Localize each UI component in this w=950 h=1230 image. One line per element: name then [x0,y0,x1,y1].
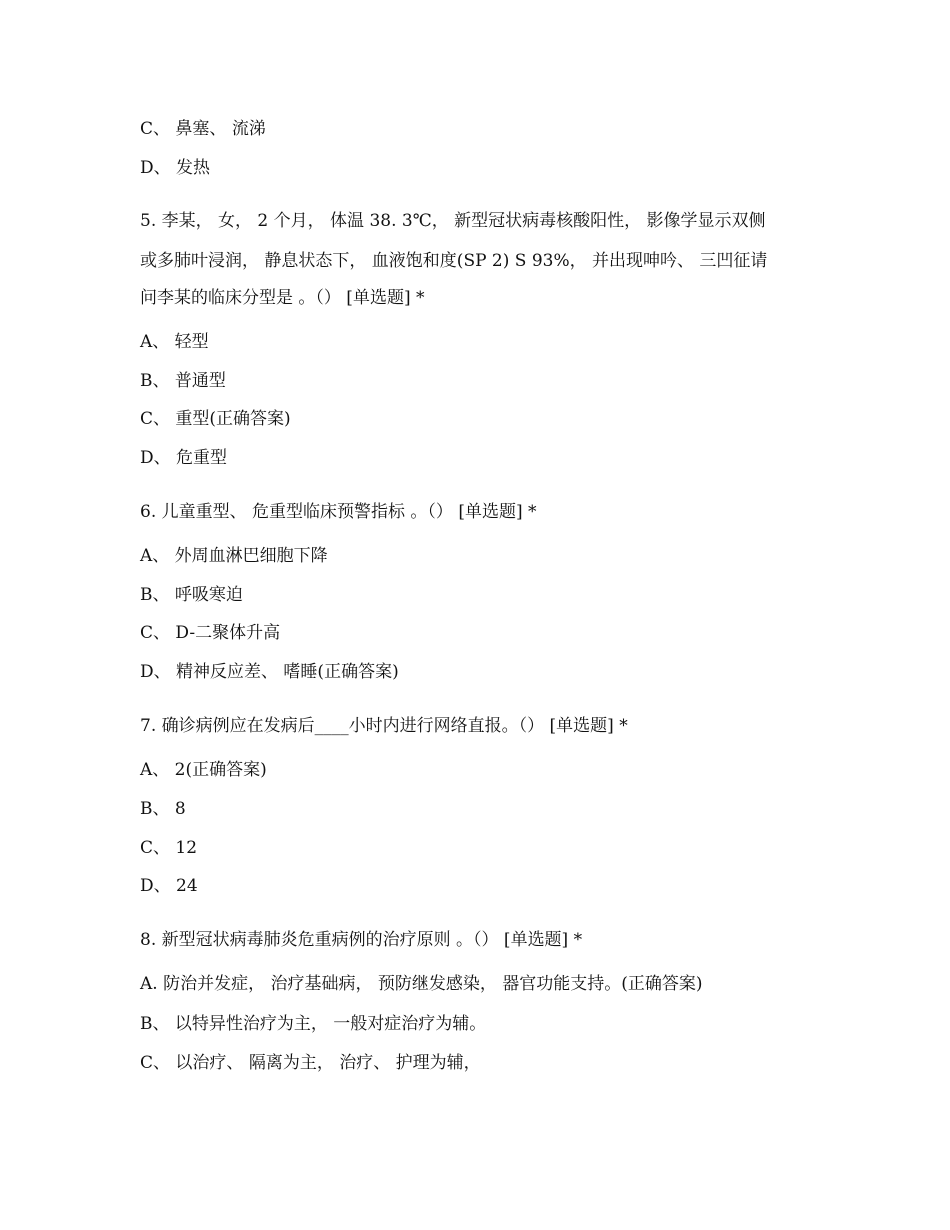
option-d-q7: D、 24 [140,876,198,896]
question-7: 7. 确诊病例应在发病后____小时内进行网络直报。（） [单选题] * [140,716,628,736]
option-d-q5: D、 危重型 [140,448,228,468]
question-5-line-3: 问李某的临床分型是 。（） [单选题] * [140,288,425,308]
option-a-q6: A、 外周血淋巴细胞下降 [140,546,328,566]
option-b-q7: B、 8 [140,799,186,819]
option-c-q7: C、 12 [140,838,198,858]
option-a-q5: A、 轻型 [140,332,209,352]
question-5-line-1: 5. 李某， 女， 2 个月， 体温 38. 3℃， 新型冠状病毒核酸阳性， 影像学显示双侧 [140,211,766,231]
option-d-q4: D、 发热 [140,158,211,178]
option-c-q5: C、 重型(正确答案) [140,409,291,429]
option-c-q6: C、 D-二聚体升高 [140,623,281,643]
option-c-q8: C、 以治疗、 隔离为主， 治疗、 护理为辅， [140,1053,481,1073]
question-6: 6. 儿童重型、 危重型临床预警指标 。（） [单选题] * [140,502,537,522]
option-a-q8: A. 防治并发症， 治疗基础病， 预防继发感染， 器官功能支持。(正确答案) [140,974,703,994]
option-b-q5: B、 普通型 [140,371,226,391]
option-b-q8: B、 以特异性治疗为主， 一般对症治疗为辅。 [140,1014,487,1034]
option-b-q6: B、 呼吸寒迫 [140,585,243,605]
option-c-q4: C、 鼻塞、 流涕 [140,119,266,139]
question-8: 8. 新型冠状病毒肺炎危重病例的治疗原则 。（） [单选题] * [140,930,583,950]
option-a-q7: A、 2(正确答案) [140,760,267,780]
option-d-q6: D、 精神反应差、 嗜睡(正确答案) [140,662,399,682]
question-5-line-2: 或多肺叶浸润， 静息状态下， 血液饱和度(SP 2) S 93%， 并出现呻吟、 三凹征请 [140,251,768,271]
